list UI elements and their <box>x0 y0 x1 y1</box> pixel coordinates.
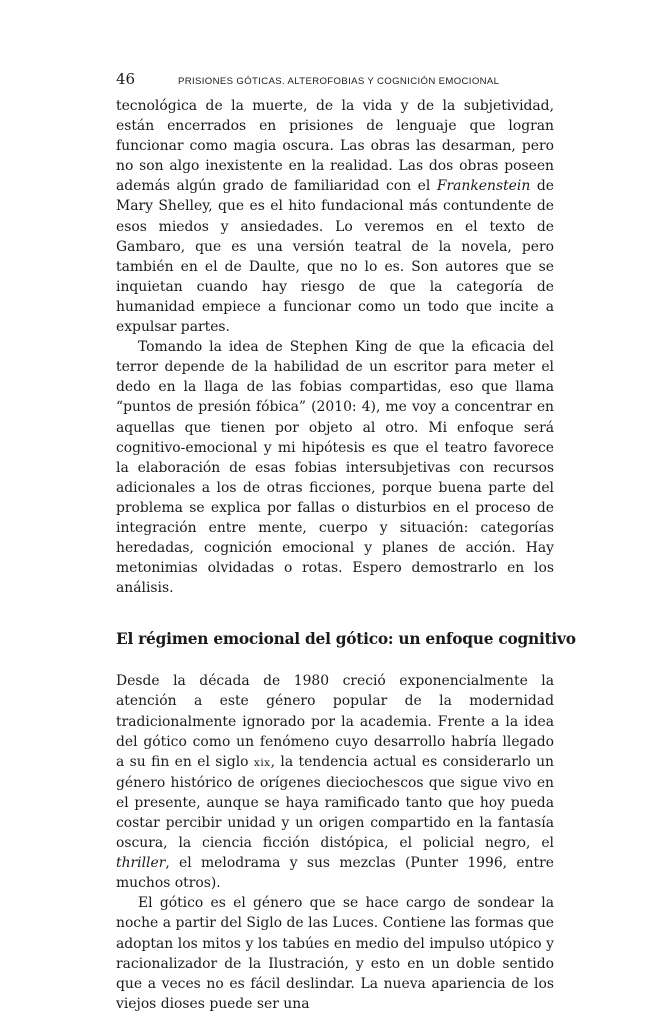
heading-spacer <box>116 649 554 671</box>
section-heading: El régimen emocional del gótico: un enfoque cognitivo <box>116 630 576 649</box>
paragraph-2 <box>116 337 554 598</box>
running-head <box>116 70 554 90</box>
paragraph-3-text-b: , la tendencia actual es considerarlo un género histórico de orígenes dieciochescos que sigue vivo en el presente, aunque se haya ramificado tanto que hoy pueda costar percibir unidad y un origen compartido en la fantasía oscura, la ciencia ficción distópica, el policial negro, el <box>116 753 554 852</box>
paragraph-3 <box>116 671 554 893</box>
paragraph-3-text-a: Desde la década de 1980 creció exponencialmente la atención a este género popular de la modernidad tradicionalmente ignorado por la academia. Frente a la idea del gótico como un fenómeno cuyo desarrollo habría llegado a su fin en el siglo <box>116 673 554 770</box>
running-head-title: PRISIONES GÓTICAS. ALTEROFOBIAS Y COGNICIÓN EMOCIONAL <box>178 76 500 87</box>
century-smallcaps: xix <box>253 756 271 769</box>
book-page <box>116 70 576 1014</box>
paragraph-3-text-c: , el melodrama y sus mezclas (Punter 1996, entre muchos otros). <box>116 855 554 892</box>
paragraph-1-text-a: tecnológica de la muerte, de la vida y de la subjetividad, están encerrados en prisiones de lenguaje que logran funcionar como magia oscura. Las obras las desarman, pero no son algo inexistente en la realidad. Las dos obras poseen además algún grado de familiaridad con el <box>116 98 554 195</box>
paragraph-4 <box>116 893 554 1014</box>
section-spacer <box>116 598 554 629</box>
paragraph-1-text-b: de Mary Shelley, que es el hito fundacional más contundente de esos miedos y ansiedades. Lo veremos en el texto de Gambaro, que es una versión teatral de la novela, pero también en el de Daulte, que no lo es. Son autores que se inquietan cuando hay riesgo de que la categoría de humanidad empiece a funcionar como un todo que incite a expulsar partes. <box>116 178 554 336</box>
page-number: 46 <box>116 70 136 88</box>
paragraph-2-text: Tomando la idea de Stephen King de que la eficacia del terror depende de la habilidad de un escritor para meter el dedo en la llaga de las fobias compartidas, eso que llama “puntos de presión fóbica” (2010: 4), me voy a concentrar en aquellas que tienen por objeto al otro. Mi enfoque será cognitivo-emocional y mi hipótesis es que el teatro favorece la elaboración de esas fobias intersubjetivas con recursos adicionales a los de otras ficciones, porque buena parte del problema se explica por fallas o disturbios en el proceso de integración entre mente, cuerpo y situación: categorías heredadas, cognición emocional y planes de acción. Hay metonimias olvidadas o rotas. Espero demostrarlo en los análisis. <box>116 339 554 597</box>
frankenstein-title: Frankenstein <box>436 178 531 195</box>
thriller-italic: thriller <box>116 855 166 872</box>
paragraph-1 <box>116 96 554 337</box>
paragraph-4-text: El gótico es el género que se hace cargo de sondear la noche a partir del Siglo de las Luces. Contiene las formas que adoptan los mitos y los tabúes en medio del impulso utópico y racionalizador de la Ilustración, y esto en un doble sentido que a veces no es fácil deslindar. La nueva apariencia de los viejos dioses puede ser una <box>116 895 554 1012</box>
